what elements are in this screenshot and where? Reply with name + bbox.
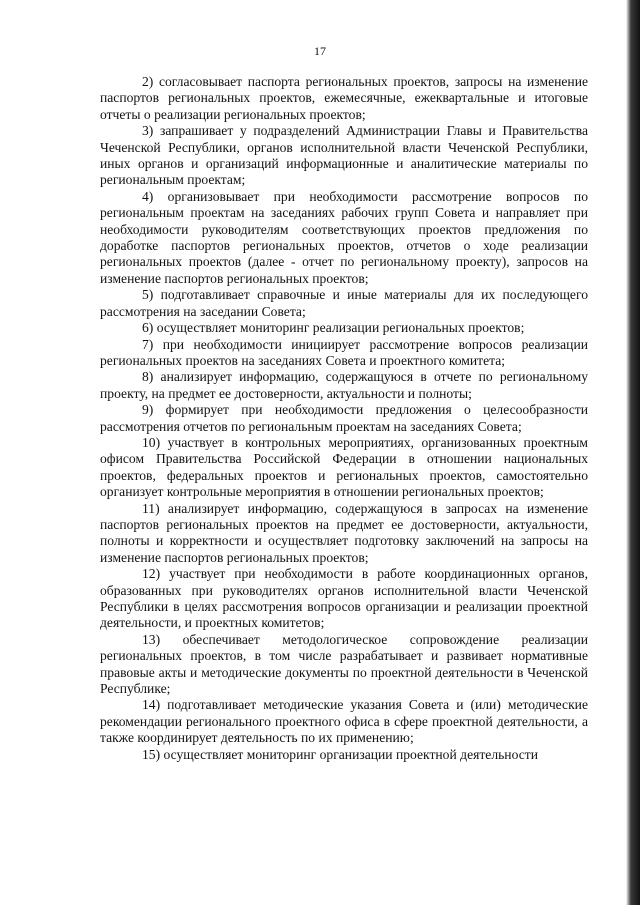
paragraph-item-5: 5) подготавливает справочные и иные материалы для их последующего рассмотрения на заседании Совета; bbox=[100, 287, 588, 319]
document-body bbox=[100, 74, 588, 763]
paragraph-item-7: 7) при необходимости инициирует рассмотрение вопросов реализации региональных проектов на заседаниях Совета и проектного комитета; bbox=[100, 336, 588, 368]
paragraph-item-13: 13) обеспечивает методологическое сопровождение реализации региональных проектов, в том числе разрабатывает и развивает нормативные правовые акты и методические документы по проектной деятельности в Чеченской Республике; bbox=[100, 631, 588, 697]
paragraph-item-9: 9) формирует при необходимости предложения о целесообразности рассмотрения отчетов по региональным проектам на заседаниях Совета; bbox=[100, 402, 588, 434]
paragraph-item-11: 11) анализирует информацию, содержащуюся в запросах на изменение паспортов региональных проектов на предмет ее достоверности, актуальности, полноты и корректности и осуществляет подготовку заключений на запросы на изменение паспортов региональных проектов; bbox=[100, 500, 588, 565]
paragraph-item-6: 6) осуществляет мониторинг реализации региональных проектов; bbox=[142, 320, 525, 336]
paragraph-item-10: 10) участвует в контрольных мероприятиях, организованных проектным офисом Правительства Российской Федерации в отношении национальных проектов, федеральных проектов и региональных проектов, самостоятельно организует контрольные мероприятия в отношении региональных проектов; bbox=[100, 434, 588, 500]
paragraph-item-3: 3) запрашивает у подразделений Администрации Главы и Правительства Чеченской Республики, органов исполнительной власти Чеченской Республики, иных органов и организаций информационные и аналитические материалы по региональным проектам; bbox=[100, 123, 588, 188]
scan-shadow-edge bbox=[626, 0, 640, 905]
page-number: 17 bbox=[314, 44, 326, 58]
paragraph-item-14: 14) подготавливает методические указания Совета и (или) методические рекомендации регионального проектного офиса в сфере проектной деятельности, а также координирует деятельность по их применению; bbox=[100, 697, 588, 746]
paragraph-item-15: 15) осуществляет мониторинг организации проектной деятельности bbox=[142, 746, 538, 762]
paragraph-item-4: 4) организовывает при необходимости рассмотрение вопросов по региональным проектам на заседаниях рабочих групп Совета и направляет при необходимости руководителям соответствующих проектов предложения по доработке паспортов региональных проектов, отчетов о ходе реализации региональных проектов (далее - отчет по региональному проекту), запросов на изменение паспортов региональных проектов; bbox=[100, 188, 588, 286]
paragraph-item-8: 8) анализирует информацию, содержащуюся в отчете по региональному проекту, на предмет ее достоверности, актуальности и полноты; bbox=[100, 369, 588, 401]
paragraph-item-12: 12) участвует при необходимости в работе координационных органов, образованных при руководителях органов исполнительной власти Чеченской Республики в целях рассмотрения вопросов организации и реализации проектной деятельности, и проектных комитетов; bbox=[100, 566, 588, 631]
paragraph-item-2: 2) согласовывает паспорта региональных проектов, запросы на изменение паспортов региональных проектов, ежемесячные, ежеквартальные и итоговые отчеты о реализации региональных проектов; bbox=[100, 74, 588, 122]
